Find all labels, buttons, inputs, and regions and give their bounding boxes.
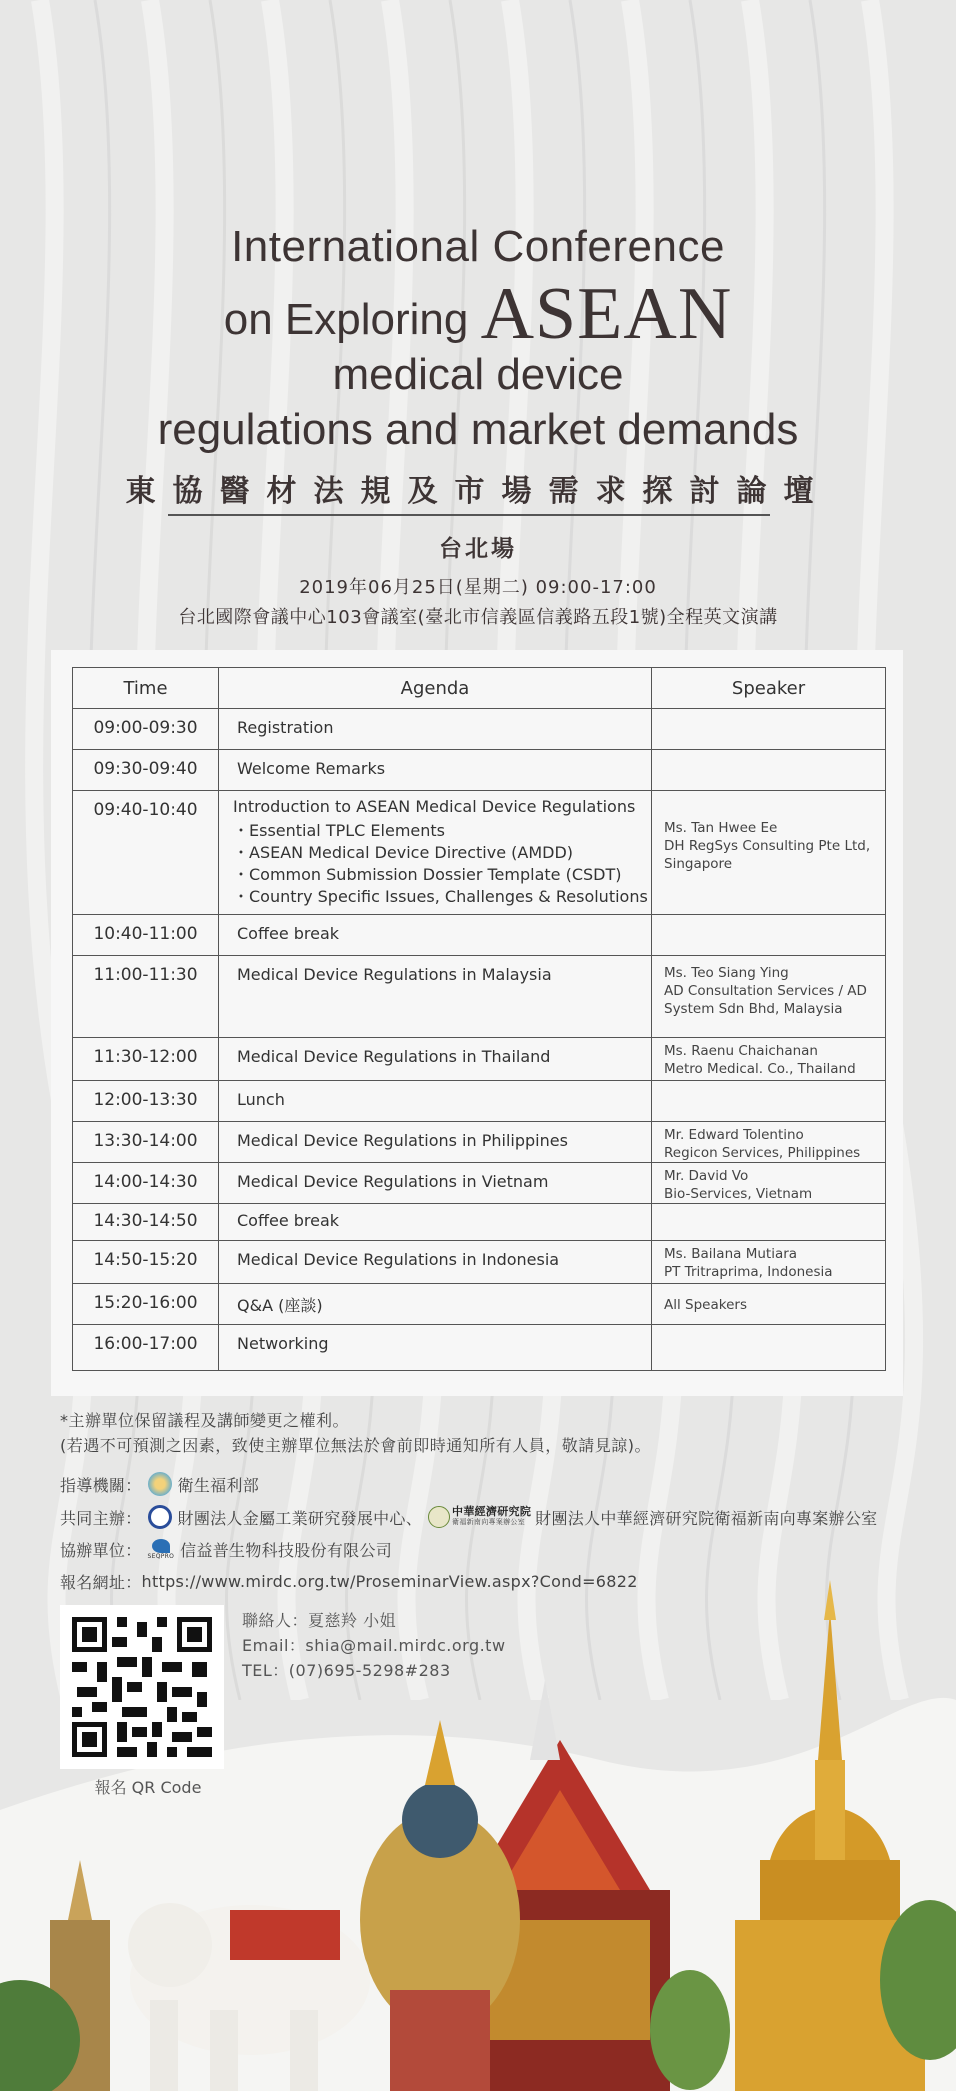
table-row [73,709,886,750]
table-row [73,1122,886,1163]
header-speaker: Speaker [652,668,886,709]
row-speaker [652,1204,886,1241]
table-row [73,915,886,956]
table-row [73,1241,886,1284]
speaker-org: AD Consultation Services / AD [664,983,867,999]
cier-logo-icon [428,1506,450,1528]
seqpro-logo [148,1539,175,1560]
row-agenda: Q&A (座談) [219,1284,652,1325]
row-speaker [652,915,886,956]
guidance-label: 指導機關： [60,1475,142,1495]
title-line2-pre: on Exploring [223,295,469,344]
agenda-bullet: ・Country Specific Issues, Challenges & Resolutions [233,887,648,906]
row-speaker [652,709,886,750]
row-speaker [652,1241,886,1284]
row-speaker [652,1122,886,1163]
venue-name: 台北場 [439,536,517,562]
speaker-org: DH RegSys Consulting Pte Ltd, [664,838,871,854]
speaker-org: System Sdn Bhd, Malaysia [664,1001,843,1017]
event-date: 2019年06月25日(星期二) 09:00-17:00 [299,577,657,598]
row-agenda: Medical Device Regulations in Vietnam [219,1163,652,1204]
seqpro-logo-icon [152,1539,170,1553]
agenda-bullets [233,820,651,908]
guidance-org: 衛生福利部 [177,1475,260,1495]
mohw-logo-icon [148,1472,172,1496]
table-row [73,1204,886,1241]
co-host-label: 共同主辦： [60,1508,142,1528]
table-row [73,791,886,915]
row-speaker: All Speakers [652,1284,886,1325]
row-time: 16:00-17:00 [73,1325,219,1371]
conference-title-line1: International Conference [231,222,725,271]
row-agenda: Medical Device Regulations in Philippines [219,1122,652,1163]
contact-tel: TEL：(07)695-5298#283 [242,1661,451,1680]
title-asean: ASEAN [480,273,733,355]
assist-org: 信益普生物科技股份有限公司 [180,1541,393,1560]
row-time: 11:30-12:00 [73,1038,219,1081]
row-agenda [219,791,652,915]
row-speaker [652,1163,886,1204]
row-agenda: Lunch [219,1081,652,1122]
row-time: 11:00-11:30 [73,956,219,1038]
event-address: 台北國際會議中心103會議室(臺北市信義區信義路五段1號)全程英文演講 [178,607,778,628]
cier-logo-text: 中華經濟研究院 [452,1505,532,1518]
chinese-title: 東協醫材法規及市場需求探討論壇 [125,474,831,509]
row-agenda: Coffee break [219,1204,652,1241]
note-line-1: *主辦單位保留議程及講師變更之權利。 [60,1411,350,1430]
agenda-bullet: ・Common Submission Dossier Template (CSDT) [233,865,622,884]
row-speaker [652,956,886,1038]
row-time: 14:00-14:30 [73,1163,219,1204]
row-agenda: Medical Device Regulations in Indonesia [219,1241,652,1284]
row-time: 10:40-11:00 [73,915,219,956]
qr-code-label: 報名 QR Code [94,1778,202,1797]
row-agenda: Networking [219,1325,652,1371]
speaker-name: Ms. Tan Hwee Ee [664,820,778,836]
agenda-bullet: ・Essential TPLC Elements [233,821,445,840]
registration-qr-code[interactable] [60,1605,224,1769]
row-time: 15:20-16:00 [73,1284,219,1325]
row-speaker [652,750,886,791]
table-row [73,1038,886,1081]
contact-email[interactable]: Email：shia@mail.mirdc.org.tw [242,1636,506,1655]
seqpro-logo-text: SEQPRO [147,1553,175,1560]
row-speaker [652,1038,886,1081]
register-label: 報名網址： [60,1573,142,1592]
cier-logo [452,1507,531,1527]
co-host-line [60,1505,877,1529]
table-row [73,1284,886,1325]
row-agenda: Welcome Remarks [219,750,652,791]
row-speaker [652,1081,886,1122]
speaker-org: Singapore [664,856,733,872]
row-agenda: Coffee break [219,915,652,956]
row-time: 12:00-13:30 [73,1081,219,1122]
conference-title-line3: medical device [332,350,624,399]
row-time: 13:30-14:00 [73,1122,219,1163]
contact-person: 聯絡人：夏慈羚 小姐 [242,1611,397,1630]
row-speaker [652,1325,886,1371]
row-speaker [652,791,886,915]
row-agenda: Registration [219,709,652,750]
speaker-name: Ms. Raenu Chaichanan [664,1043,818,1059]
header-time: Time [73,668,219,709]
speaker-org: Bio-Services, Vietnam [664,1186,813,1202]
row-time: 14:30-14:50 [73,1204,219,1241]
table-row [73,1081,886,1122]
table-row [73,1163,886,1204]
table-header-row [73,668,886,709]
row-time: 14:50-15:20 [73,1241,219,1284]
cier-logo-sub: 衛福新南向專案辦公室 [452,1518,526,1526]
speaker-name: Mr. Edward Tolentino [664,1127,804,1143]
header-agenda: Agenda [219,668,652,709]
guidance-line [60,1472,259,1496]
row-time: 09:30-09:40 [73,750,219,791]
assist-label: 協辦單位： [60,1541,142,1560]
assist-line [60,1538,392,1561]
speaker-name: Mr. David Vo [664,1168,749,1184]
agenda-bullet: ・ASEAN Medical Device Directive (AMDD) [233,843,574,862]
agenda-table [72,667,886,1371]
speaker-org: Regicon Services, Philippines [664,1145,861,1161]
table-row [73,1325,886,1371]
co-host-org2: 財團法人中華經濟研究院衛福新南向專案辦公室 [535,1508,878,1528]
qr-code-pattern [72,1617,212,1757]
speaker-name: Ms. Bailana Mutiara [664,1246,798,1262]
title-divider [168,514,770,516]
row-agenda: Medical Device Regulations in Thailand [219,1038,652,1081]
table-row [73,750,886,791]
row-time: 09:40-10:40 [73,791,219,915]
row-time: 09:00-09:30 [73,709,219,750]
mirdc-logo-icon [148,1505,172,1529]
note-line-2: (若遇不可預測之因素，致使主辦單位無法於會前即時通知所有人員，敬請見諒)。 [60,1436,651,1455]
speaker-name: Ms. Teo Siang Ying [664,965,789,981]
co-host-org1: 財團法人金屬工業研究發展中心、 [177,1508,423,1528]
agenda-title: Introduction to ASEAN Medical Device Regulations [233,797,636,816]
row-agenda: Medical Device Regulations in Malaysia [219,956,652,1038]
table-row [73,956,886,1038]
register-url-link[interactable]: https://www.mirdc.org.tw/ProseminarView.aspx?Cond=6822 [141,1572,638,1591]
conference-title-line4: regulations and market demands [157,405,799,454]
conference-title-line2 [0,272,956,357]
speaker-org: Metro Medical. Co., Thailand [664,1061,856,1077]
speaker-org: PT Tritraprima, Indonesia [664,1264,833,1280]
